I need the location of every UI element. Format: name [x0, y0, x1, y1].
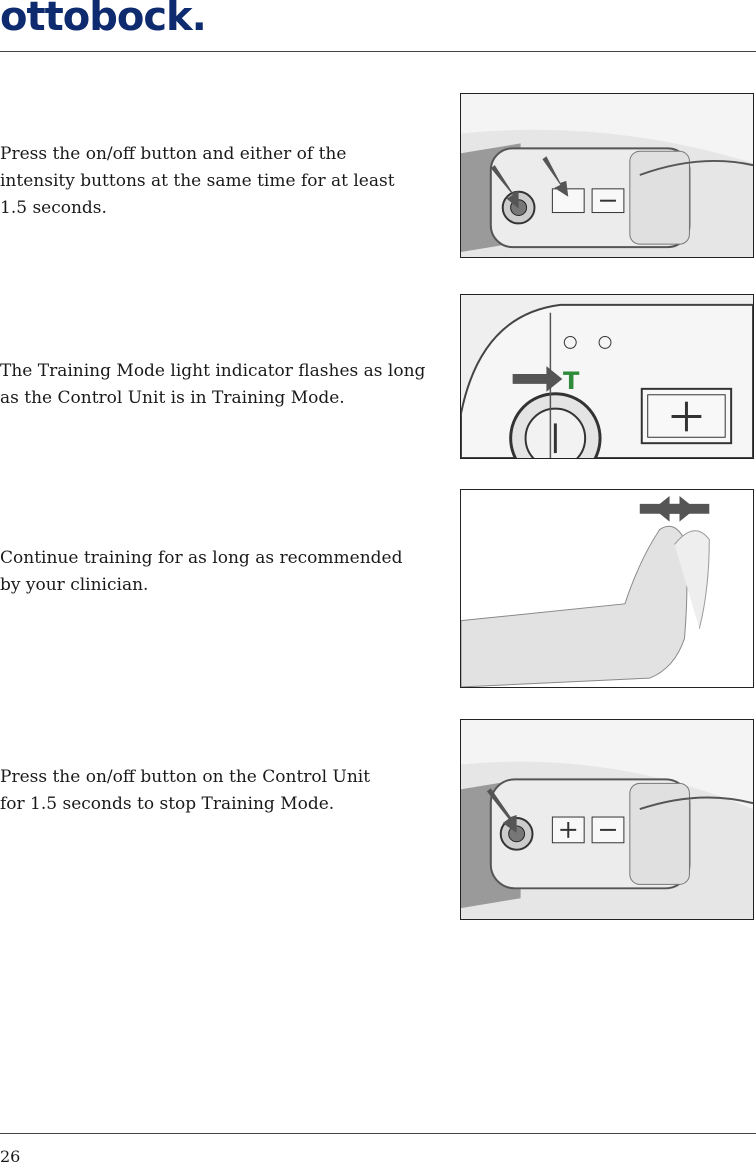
figure-leg-training — [460, 489, 754, 688]
step-2-text: The Training Mode light indicator flashes as long as the Control Unit is in Training Mode. — [0, 361, 426, 408]
footer-rule — [0, 1133, 756, 1134]
figure-control-unit-press-buttons — [460, 93, 754, 258]
step-4-text: Press the on/off button on the Control Unit for 1.5 seconds to stop Training Mode. — [0, 767, 371, 814]
figure-training-indicator — [460, 294, 754, 459]
figure-control-unit-stop — [460, 719, 754, 920]
training-mode-letter: T — [563, 367, 580, 395]
ottobock-logo: ottobock. — [0, 0, 206, 40]
step-3-text: Continue training for as long as recommended by your clinician. — [0, 548, 403, 595]
header-rule — [0, 51, 756, 52]
step-1-text: Press the on/off button and either of the intensity buttons at the same time for at least 1.5 seconds. — [0, 144, 395, 218]
page-number: 26 — [0, 1147, 21, 1166]
